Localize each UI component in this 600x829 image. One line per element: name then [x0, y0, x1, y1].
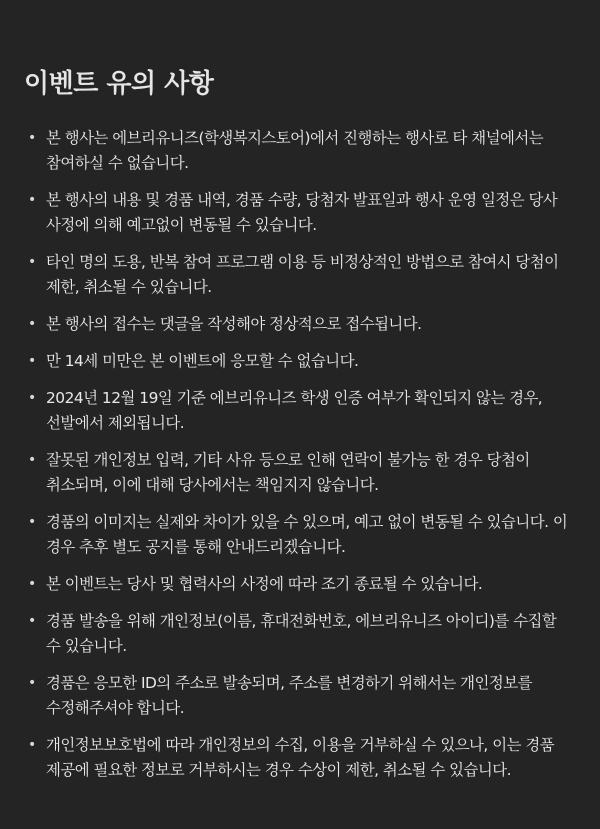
list-item — [24, 448, 576, 498]
bullet-icon: • — [28, 452, 36, 468]
notice-text: 잘못된 개인정보 입력, 기타 사유 등으로 인해 연락이 불가능 한 경우 당첨이 취소되며, 이에 대해 당사에서는 책임지지 않습니다. — [46, 451, 530, 494]
list-item — [24, 733, 576, 783]
notice-text: 경품의 이미지는 실제와 차이가 있을 수 있으며, 예고 없이 변동될 수 있습니다. 이 경우 추후 별도 공지를 통해 안내드리겠습니다. — [46, 513, 568, 556]
list-item — [24, 386, 576, 436]
bullet-icon: • — [28, 576, 36, 592]
notice-text: 본 이벤트는 당사 및 협력사의 사정에 따라 조기 종료될 수 있습니다. — [46, 575, 483, 593]
bullet-icon: • — [28, 254, 36, 270]
page-title: 이벤트 유의 사항 — [24, 69, 214, 99]
bullet-icon: • — [28, 316, 36, 332]
notice-list — [24, 126, 576, 783]
list-item — [24, 250, 576, 300]
bullet-icon: • — [28, 737, 36, 753]
bullet-icon: • — [28, 514, 36, 530]
bullet-icon: • — [28, 390, 36, 406]
bullet-icon: • — [28, 613, 36, 629]
notice-text: 타인 명의 도용, 반복 참여 프로그램 이용 등 비정상적인 방법으로 참여시 당첨이 제한, 취소될 수 있습니다. — [46, 253, 559, 296]
list-item — [24, 510, 576, 560]
bullet-icon: • — [28, 353, 36, 369]
notice-text: 만 14세 미만은 본 이벤트에 응모할 수 없습니다. — [46, 352, 359, 370]
list-item — [24, 126, 576, 176]
notice-text: 개인정보보호법에 따라 개인정보의 수집, 이용을 거부하실 수 있으나, 이는 경품 제공에 필요한 정보로 거부하시는 경우 수상이 제한, 취소될 수 있습니다. — [46, 736, 555, 779]
notice-text: 경품 발송을 위해 개인정보(이름, 휴대전화번호, 에브리유니즈 아이디)를 수집할 수 있습니다. — [46, 612, 557, 655]
list-item — [24, 572, 576, 597]
notice-text: 본 행사는 에브리유니즈(학생복지스토어)에서 진행하는 행사로 타 채널에서는 참여하실 수 없습니다. — [46, 129, 544, 172]
list-item — [24, 349, 576, 374]
bullet-icon: • — [28, 192, 36, 208]
notice-text: 본 행사의 내용 및 경품 내역, 경품 수량, 당첨자 발표일과 행사 운영 일정은 당사 사정에 의해 예고없이 변동될 수 있습니다. — [46, 191, 558, 234]
list-item — [24, 188, 576, 238]
list-item — [24, 671, 576, 721]
notice-text: 경품은 응모한 ID의 주소로 발송되며, 주소를 변경하기 위해서는 개인정보를 수정해주셔야 합니다. — [46, 674, 532, 717]
notice-text: 2024년 12월 19일 기준 에브리유니즈 학생 인증 여부가 확인되지 않는 경우, 선발에서 제외됩니다. — [46, 389, 543, 432]
bullet-icon: • — [28, 675, 36, 691]
notice-text: 본 행사의 접수는 댓글을 작성해야 정상적으로 접수됩니다. — [46, 315, 422, 333]
bullet-icon: • — [28, 130, 36, 146]
list-item — [24, 609, 576, 659]
list-item — [24, 312, 576, 337]
